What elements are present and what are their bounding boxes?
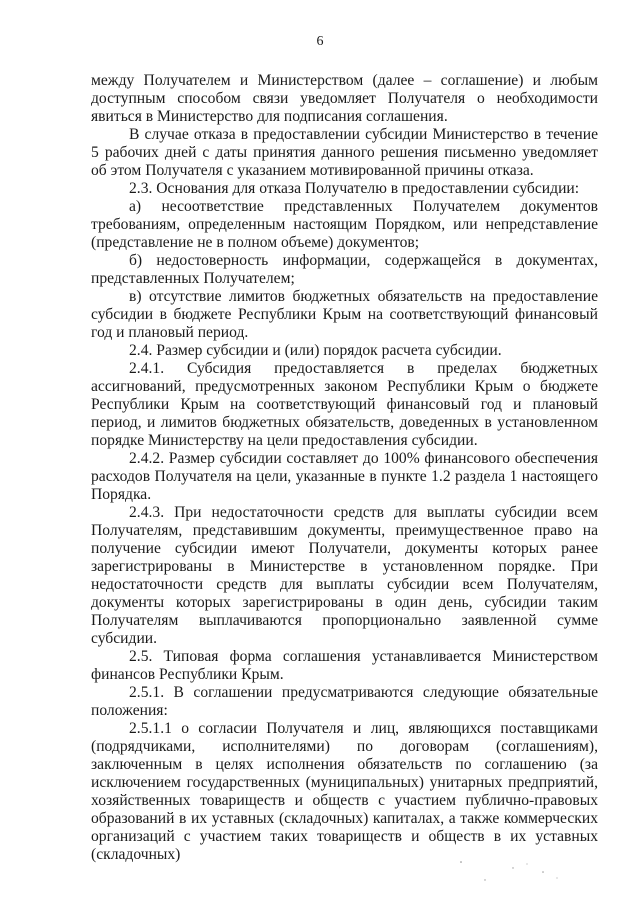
paragraph-2-3: 2.3. Основания для отказа Получателю в предоставлении субсидии: [129, 180, 580, 197]
paragraph-2-5: 2.5. Типовая форма соглашения устанавливается Министерством финансов Республики Крым. [91, 648, 598, 683]
paragraph-2-5-1-1: 2.5.1.1 о согласии Получателя и лиц, являющихся поставщиками (подрядчиками, исполнителями) по договорам (соглашениям), заключенным в целях исполнения обязательств по соглашению (за исключением государственных (муниципальных) унитарных предприятий, хозяйственных товариществ и обществ с участием публично-правовых образований в их уставных (складочных) капиталах, а также коммерческих организаций с участием таких товариществ и обществ в их уставных (складочных) [91, 720, 598, 863]
paragraph-2-4: 2.4. Размер субсидии и (или) порядок расчета субсидии. [129, 342, 502, 359]
page-number: 6 [316, 34, 324, 49]
paragraph-refusal-notice: В случае отказа в предоставлении субсидии Министерство в течение 5 рабочих дней с даты принятия данного решения письменно уведомляет об этом Получателя с указанием мотивированной причины отказа. [91, 126, 598, 179]
document-body [91, 72, 598, 864]
paragraph-2-3-b: б) недостоверность информации, содержащейся в документах, представленных Получателем; [91, 252, 598, 287]
paragraph-2-4-1: 2.4.1. Субсидия предоставляется в пределах бюджетных ассигнований, предусмотренных законом Республики Крым о бюджете Республики Крым на соответствующий финансовый год и плановый период, и лимитов бюджетных обязательств, доведенных в установленном порядке Министерству на цели предоставления субсидии. [91, 360, 598, 449]
paragraph-continuation: между Получателем и Министерством (далее – соглашение) и любым доступным способом связи уведомляет Получателя о необходимости явиться в Министерство для подписания соглашения. [91, 72, 598, 125]
scan-specks [455, 858, 565, 888]
paragraph-2-5-1: 2.5.1. В соглашении предусматриваются следующие обязательные положения: [91, 684, 598, 719]
paragraph-2-4-2: 2.4.2. Размер субсидии составляет до 100% финансового обеспечения расходов Получателя на цели, указанные в пункте 1.2 раздела 1 настоящего Порядка. [91, 450, 598, 503]
paragraph-2-4-3: 2.4.3. При недостаточности средств для выплаты субсидии всем Получателям, представившим документы, преимущественное право на получение субсидии имеют Получатели, документы которых ранее зарегистрированы в Министерстве в установленном порядке. При недостаточности средств для выплаты субсидии всем Получателям, документы которых зарегистрированы в один день, субсидии таким Получателям выплачиваются пропорционально заявленной сумме субсидии. [91, 504, 598, 647]
paragraph-2-3-a: а) несоответствие представленных Получателем документов требованиям, определенным настоящим Порядком, или непредставление (представление не в полном объеме) документов; [91, 198, 598, 251]
paragraph-2-3-v: в) отсутствие лимитов бюджетных обязательств на предоставление субсидии в бюджете Республики Крым на соответствующий финансовый год и плановый период. [91, 288, 598, 341]
